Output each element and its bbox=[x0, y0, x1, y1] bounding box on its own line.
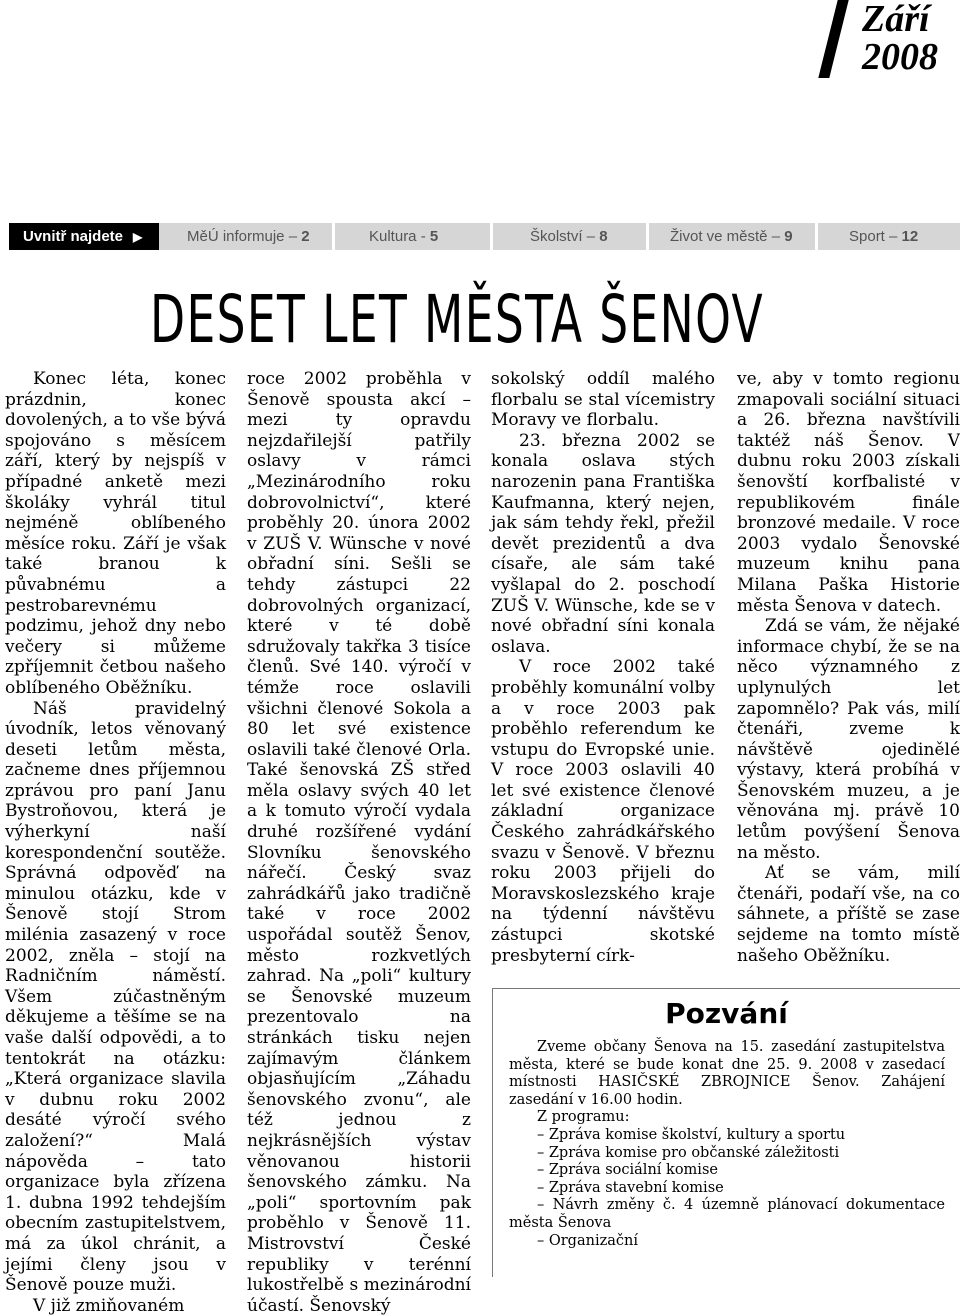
article-paragraph: sokolský oddíl malého florbalu se stal vícemistry Moravy ve florbalu. bbox=[491, 369, 715, 431]
contents-item-zivot[interactable] bbox=[670, 223, 793, 250]
issue-month: Září bbox=[862, 0, 930, 40]
contents-item-skolstvi[interactable] bbox=[530, 223, 608, 250]
article-paragraph: roce 2002 proběhla v Šenově spousta akcí – mezi ty opravdu nejzdařilejší patřily oslavy v rámci „Mezinárodního roku dobrovolnictví“, které proběhly 20. února 2002 v ZUŠ V. Wünsche v nové obřadní síni. Sešli se tehdy zástupci 22 dobrovolných organizací, které v té době sdružovaly takřka 3 tisíce členů. Své 140. výročí v témže roce oslavili všichni členové Sokola a 80 let své existence oslavili také členové Orla. Také šenovská ZŠ střed měla oslavy svých 40 let a k tomuto výročí vydala druhé rozšířené vydání Slovníku šenovského nářečí. Český svaz zahrádkářů jako tradičně také v roce 2002 uspořádal soutěž Šenov, město rozkvetlých zahrad. Na „poli“ kultury se Šenovské muzeum prezentovalo na stránkách tisku nejen zajímavým článkem objasňujícím „Záhadu šenovského zvonu“, ale též jednou z nejkrásnějších výstav věnovanou historii šenovského zámku. Na „poli“ sportovním pak proběhlo v Šenově 11. Mistrovství České republiky v terénní lukostřelbě s mezinárodní účastí. Šenovský bbox=[247, 369, 471, 1316]
contents-item-page: 9 bbox=[784, 228, 793, 245]
contents-item-meu[interactable] bbox=[187, 223, 310, 250]
program-label: Z programu: bbox=[537, 1109, 630, 1126]
issue-year: 2008 bbox=[862, 36, 938, 78]
invitation-box bbox=[492, 988, 960, 1277]
contents-item-label: Školství – bbox=[530, 228, 600, 245]
contents-item-kultura[interactable] bbox=[369, 223, 438, 250]
article-paragraph: Náš pravidelný úvodník, letos věnovaný deseti letům města, začneme dnes příjemnou zprávou pro paní Janu Bystroňovou, která je výherkyní naší korespondenční soutěže. Správná odpověď na minulou otázku, kde v Šenově stojí Strom milénia zasazený v roce 2002, zněla – stojí na Radničním náměstí. Všem zúčastněným děkujeme a těšíme se na vaše další odpovědi, a to tentokrát na otázku: „Která organizace slavila v dubnu roku 2002 desáté výročí svého založení?“ Malá nápověda – tato organizace byla zřízena 1. dubna 1992 tehdejším obecním zastupitelstvem, má za úkol chránit, a jejími členy jsou v Šenově pouze muži. bbox=[5, 698, 226, 1296]
contents-item-page: 8 bbox=[599, 228, 608, 245]
program-item: – Zpráva komise školství, kultury a sportu bbox=[537, 1126, 846, 1143]
contents-lead-label: Uvnitř najdete bbox=[23, 228, 124, 245]
article-column-1 bbox=[5, 369, 226, 1316]
article-paragraph: Zdá se vám, že nějaké informace chybí, že se na něco významného z uplynulých let zapomnělo? Pak vás, milí čtenáři, zveme k návštěvě ojedinělé výstavy, která probíhá v Šenovském muzeu, a je věnována mj. právě 10 letům povýšení Šenova na město. bbox=[737, 616, 960, 863]
contents-divider bbox=[490, 223, 493, 250]
program-item: – Zpráva sociální komise bbox=[537, 1162, 718, 1179]
contents-item-sport[interactable] bbox=[849, 223, 918, 250]
article-paragraph: V již zmiňovaném bbox=[33, 1295, 185, 1316]
arrow-right-icon: ▶ bbox=[133, 229, 143, 244]
contents-item-label: Život ve městě – bbox=[670, 228, 785, 245]
contents-divider bbox=[815, 223, 818, 250]
contents-divider bbox=[332, 223, 335, 250]
article-paragraph: 23. března 2002 se konala oslava stých narozenin pana Františka Kaufmanna, který nejen, jak sám tehdy řekl, přežil devět prezidentů a dva císaře, ale sám také vyšlapal do 2. poschodí ZUŠ V. Wünsche, kde se v nové obřadní síni konala oslava. bbox=[491, 430, 715, 657]
article-column-4 bbox=[737, 369, 960, 966]
program-item: – Zpráva stavební komise bbox=[537, 1179, 724, 1196]
issue-date bbox=[820, 0, 960, 80]
invitation-intro: Zveme občany Šenova na 15. zasedání zastupitelstva města, které se bude konat dne 25. 9. 2008 v zasedací místnosti HASIČSKÉ ZBROJNICE Šenov. Zahájení zasedání v 16.00 hodin. bbox=[509, 1039, 945, 1108]
article-paragraph: Ať se vám, milí čtenáři, podaří vše, na co sáhnete, a příště se zase sejdeme na tomto místě našeho Oběžníku. bbox=[737, 863, 960, 966]
article-paragraph: Konec léta, konec prázdnin, konec dovolených, a to vše bývá spojováno s měsícem září, který by nejspíš v případné anketě mezi školáky vyhrál titul nejméně oblíbeného měsíce roku. Září je však také branou k půvabnému a pestrobarevnému podzimu, jehož dny nebo večery si můžeme zpříjemnit četbou našeho oblíbeného Oběžníku. bbox=[5, 369, 226, 698]
program-item: – Návrh změny č. 4 územně plánovací dokumentace města Šenova bbox=[509, 1197, 945, 1231]
article-column-2 bbox=[247, 369, 471, 1316]
contents-item-label: Kultura - bbox=[369, 228, 430, 245]
invitation-title: Pozvání bbox=[665, 997, 788, 1030]
program-item: – Organizační bbox=[537, 1232, 638, 1249]
article-column-3 bbox=[491, 369, 715, 966]
contents-divider bbox=[646, 223, 649, 250]
contents-item-page: 5 bbox=[429, 228, 439, 245]
contents-item-label: MěÚ informuje – bbox=[187, 228, 302, 245]
page-title: DESET LET MĚSTA ŠENOV bbox=[150, 281, 765, 358]
contents-item-page: 12 bbox=[901, 228, 919, 245]
program-item: – Zpráva komise pro občanské záležitosti bbox=[537, 1144, 840, 1161]
contents-lead bbox=[9, 223, 159, 250]
contents-bar bbox=[9, 223, 960, 250]
article-paragraph: ve, aby v tomto regionu zmapovali sociální situaci a 26. března navštívili taktéž náš Šenov. V dubnu roku 2003 získali šenovští korfbalisté v republikovém finále bronzové medaile. V roce 2003 vydalo Šenovské muzeum knihu pana Milana Paška Historie města Šenova v datech. bbox=[737, 369, 960, 616]
invitation-body bbox=[509, 1039, 945, 1250]
slash-decoration bbox=[818, 0, 848, 78]
article-paragraph: V roce 2002 také proběhly komunální volby a v roce 2003 pak proběhlo referendum ke vstupu do Evropské unie. V roce 2003 oslavili 40 let své existence členové základní organizace Českého zahrádkářského svazu v Šenově. V březnu roku 2003 přijeli do Moravskoslezského kraje na týdenní návštěvu zástupci skotské presbyterní círk- bbox=[491, 657, 715, 966]
contents-item-page: 2 bbox=[301, 228, 310, 245]
contents-item-label: Sport – bbox=[849, 228, 902, 245]
